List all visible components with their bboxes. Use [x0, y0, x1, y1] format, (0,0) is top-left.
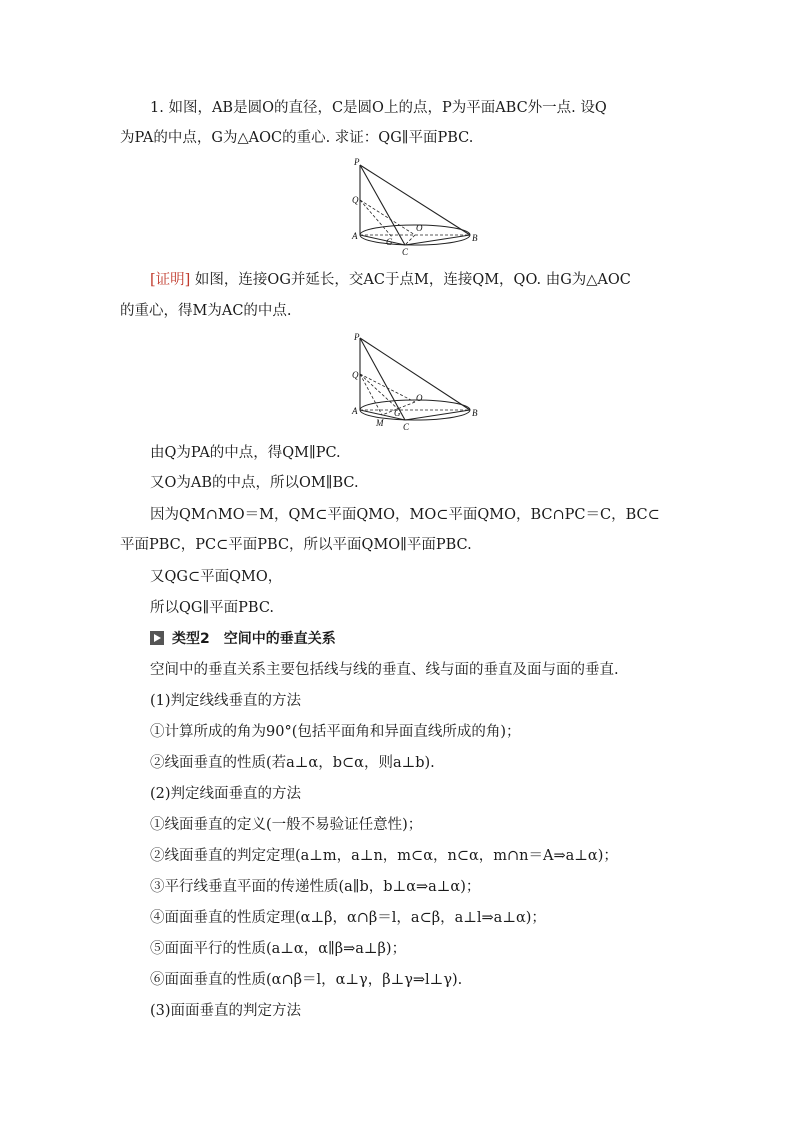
proof-line-1: [150, 270, 710, 290]
fig2-label-A: A: [352, 406, 358, 416]
fig2-label-B: B: [472, 408, 478, 418]
content-line-7: ②线面垂直的判定定理(a⊥m，a⊥n，m⊂α，n⊂α，m∩n＝A⇒a⊥α)；: [150, 848, 618, 864]
fig2-label-Q: Q: [352, 370, 359, 380]
fig2-label-G: G: [394, 408, 401, 418]
figure-1-diagram: [340, 155, 490, 255]
content-line-5: (2)判定线面垂直的方法: [150, 786, 302, 802]
content-line-11: ⑥面面垂直的性质(α∩β＝l，α⊥γ，β⊥γ⇒l⊥γ).: [150, 972, 463, 988]
content-line-9: ④面面垂直的性质定理(α⊥β，α∩β＝l，a⊂β，a⊥l⇒a⊥α)；: [150, 910, 546, 926]
content-line-12: (3)面面垂直的判定方法: [150, 1003, 302, 1019]
proof-tag: [证明]: [150, 272, 191, 288]
proof-step-6: 所以QG∥平面PBC.: [150, 600, 275, 616]
proof-step-1: 由Q为PA的中点，得QM∥PC.: [150, 445, 341, 461]
content-line-1: 空间中的垂直关系主要包括线与线的垂直、线与面的垂直及面与面的垂直.: [150, 662, 619, 678]
figure-2-diagram: [340, 330, 490, 430]
content-line-10: ⑤面面平行的性质(a⊥α，α∥β⇒a⊥β)；: [150, 941, 407, 957]
problem-line-1: 1. 如图，AB是圆O的直径，C是圆O上的点，P为平面ABC外一点. 设Q: [150, 100, 607, 116]
fig1-label-P: P: [354, 157, 360, 167]
fig1-label-B: B: [472, 233, 478, 243]
fig2-label-P: P: [354, 332, 360, 342]
proof-line-2: 的重心，得M为AC的中点.: [120, 303, 292, 319]
proof-step-2: 又O为AB的中点，所以OM∥BC.: [150, 475, 359, 491]
fig1-label-O: O: [416, 223, 423, 233]
proof-step-4: 平面PBC，PC⊂平面PBC，所以平面QMO∥平面PBC.: [120, 537, 472, 553]
content-line-8: ③平行线垂直平面的传递性质(a∥b，b⊥α⇒a⊥α)；: [150, 879, 481, 895]
proof-step-5: 又QG⊂平面QMO，: [150, 569, 283, 585]
fig1-label-Q: Q: [352, 195, 359, 205]
content-line-3: ①计算所成的角为90°(包括平面角和异面直线所成的角)；: [150, 724, 521, 740]
play-triangle-icon: [150, 631, 164, 645]
fig1-label-C: C: [402, 247, 409, 255]
content-line-6: ①线面垂直的定义(一般不易验证任意性)；: [150, 817, 423, 833]
fig2-label-C: C: [403, 422, 410, 430]
fig1-label-G: G: [386, 237, 393, 247]
figure-2-cone: [340, 330, 490, 434]
figure-1-cone: [340, 155, 490, 259]
proof-step-3: 因为QM∩MO＝M，QM⊂平面QMO，MO⊂平面QMO，BC∩PC＝C，BC⊂: [150, 507, 660, 523]
problem-line-2: 为PA的中点，G为△AOC的重心. 求证：QG∥平面PBC.: [120, 130, 474, 146]
section-heading: [150, 629, 710, 649]
fig2-label-O: O: [416, 393, 423, 403]
fig2-label-M: M: [376, 418, 384, 428]
content-line-2: (1)判定线线垂直的方法: [150, 693, 302, 709]
content-line-4: ②线面垂直的性质(若a⊥α，b⊂α，则a⊥b).: [150, 755, 435, 771]
proof-text-1: 如图，连接OG并延长，交AC于点M，连接QM，QO. 由G为△AOC: [190, 272, 631, 288]
section-title: 类型2 空间中的垂直关系: [172, 631, 336, 647]
fig1-label-A: A: [352, 231, 358, 241]
